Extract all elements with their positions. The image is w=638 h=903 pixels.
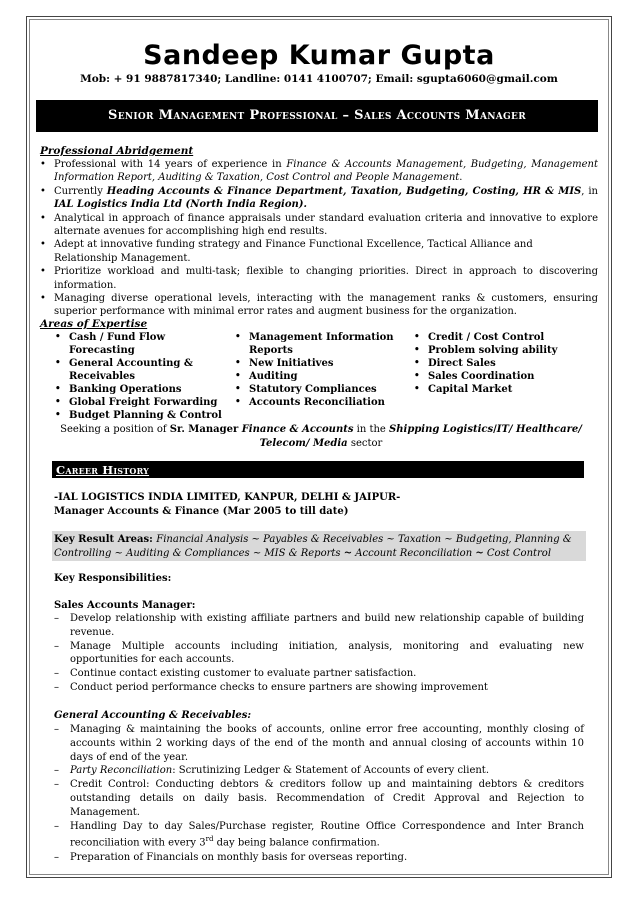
career-history-heading: Career History xyxy=(52,461,584,478)
list-item: – Managing & maintaining the books of accounts, online error free accounting, monthly closing of accounts within 2 working days of the end of the month and annual closing of accounts within 10 days of end of the year. xyxy=(54,723,584,764)
list-item: • Managing diverse operational levels, interacting with the management ranks & customers, ensuring superior performance with minimal error rates and augment business for the organization. xyxy=(40,292,598,319)
list-item: • Sales Coordination xyxy=(414,370,584,383)
company-name: -IAL LOGISTICS INDIA LIMITED, KANPUR, DELHI & JAIPUR- xyxy=(54,492,401,503)
list-item: – Credit Control: Conducting debtors & creditors follow up and maintaining debtors & creditors outstanding details on daily basis. Recommendation of Credit Approval and Rejection to Management. xyxy=(54,778,584,819)
list-item: • Global Freight Forwarding xyxy=(55,396,225,409)
title-banner: Senior Management Professional – Sales Accounts Manager xyxy=(36,100,598,132)
list-item: • Analytical in approach of finance appraisals under standard evaluation criteria and innovative to explore alternate avenues for accomplishing high end results. xyxy=(40,212,598,239)
list-item: • Currently Heading Accounts & Finance Department, Taxation, Budgeting, Costing, HR & MIS, in IAL Logistics India Ltd (North India Region). xyxy=(40,185,598,212)
job-role: Manager Accounts & Finance (Mar 2005 to till date) xyxy=(54,506,349,517)
expertise-column-3 xyxy=(414,331,584,396)
sales-heading: Sales Accounts Manager: xyxy=(54,600,196,611)
list-item: – Conduct period performance checks to ensure partners are showing improvement xyxy=(54,681,584,695)
list-item: • Accounts Reconciliation xyxy=(235,396,405,409)
list-item: • Budget Planning & Control xyxy=(55,409,225,422)
seeking-statement: Seeking a position of Sr. Manager Finance & Accounts in the Shipping Logistics/IT/ Healthcare/ Telecom/ Media sector xyxy=(60,424,582,449)
responsibilities-heading: Key Responsibilities: xyxy=(54,573,172,584)
list-item: • General Accounting & Receivables xyxy=(55,357,225,383)
list-item: • Cash / Fund Flow Forecasting xyxy=(55,331,225,357)
key-result-areas: Key Result Areas: Financial Analysis ~ Payables & Receivables ~ Taxation ~ Budgeting, Planning & Controlling ~ Auditing & Compliances ~ MIS & Reports ~ Account Reconciliation ~ Cost Control xyxy=(52,531,586,561)
general-accounting-heading: General Accounting & Receivables: xyxy=(54,710,252,721)
list-item: • Problem solving ability xyxy=(414,344,584,357)
list-item: • Credit / Cost Control xyxy=(414,331,584,344)
list-item: • Banking Operations xyxy=(55,383,225,396)
general-accounting-list xyxy=(54,723,584,864)
list-item: – Continue contact existing customer to evaluate partner satisfaction. xyxy=(54,667,584,681)
list-item: – Manage Multiple accounts including initiation, analysis, monitoring and evaluating new opportunities for each accounts. xyxy=(54,640,584,668)
list-item: – Party Reconciliation: Scrutinizing Ledger & Statement of Accounts of every client. xyxy=(54,764,584,778)
expertise-heading: Areas of Expertise xyxy=(40,318,148,330)
list-item: • Capital Market xyxy=(414,383,584,396)
expertise-column-1 xyxy=(55,331,225,422)
candidate-name: Sandeep Kumar Gupta xyxy=(143,40,495,71)
list-item: • Professional with 14 years of experience in Finance & Accounts Management, Budgeting, Management Information Report, Auditing & Taxation, Cost Control and People Management. xyxy=(40,158,598,185)
list-item: • Management Information Reports xyxy=(235,331,405,357)
list-item: – Preparation of Financials on monthly basis for overseas reporting. xyxy=(54,851,584,865)
list-item: • Statutory Compliances xyxy=(235,383,405,396)
list-item: – Handling Day to day Sales/Purchase register, Routine Office Correspondence and Inter Branch reconciliation with every 3rd day being balance confirmation. xyxy=(54,820,584,851)
contact-line: Mob: + 91 9887817340; Landline: 0141 4100707; Email: sgupta6060@gmail.com xyxy=(80,73,558,85)
list-item: • Auditing xyxy=(235,370,405,383)
abridgement-heading: Professional Abridgement xyxy=(40,145,194,157)
list-item: • Direct Sales xyxy=(414,357,584,370)
list-item: • Adept at innovative funding strategy and Finance Functional Excellence, Tactical Alliance and Relationship Management. xyxy=(40,238,598,265)
list-item: – Develop relationship with existing affiliate partners and build new relationship capable of building revenue. xyxy=(54,612,584,640)
sales-list xyxy=(54,612,584,695)
list-item: • New Initiatives xyxy=(235,357,405,370)
expertise-column-2 xyxy=(235,331,405,409)
list-item: • Prioritize workload and multi-task; flexible to changing priorities. Direct in approach to discovering information. xyxy=(40,265,598,292)
abridgement-list xyxy=(40,158,598,319)
